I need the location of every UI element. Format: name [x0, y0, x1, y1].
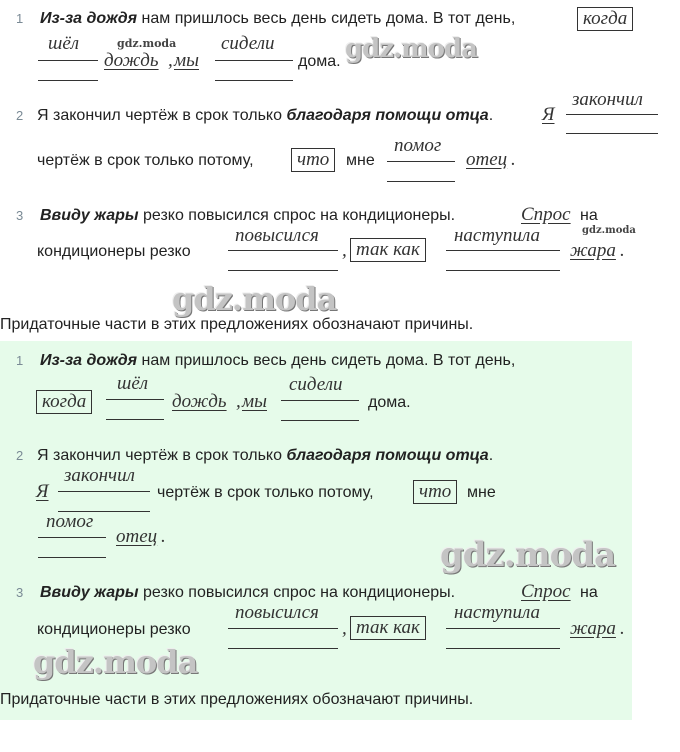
sentence-text: кондиционеры резко	[37, 621, 191, 638]
sentence-text: на	[580, 207, 598, 224]
predicate-word: шёл	[48, 33, 80, 54]
subject-word: жара	[570, 240, 616, 261]
predicate-underline	[106, 419, 164, 420]
predicate-word: наступила	[454, 225, 541, 246]
predicate-underline	[566, 114, 658, 115]
predicate-word: повысился	[235, 602, 319, 623]
predicate-word: наступила	[454, 602, 541, 623]
predicate-underline	[281, 420, 359, 421]
predicate-underline	[215, 80, 293, 81]
sentence-text: чертёж в срок только потому,	[37, 152, 254, 169]
predicate-word: закончил	[64, 465, 135, 486]
predicate-underline	[446, 628, 560, 629]
subject-word: мы	[174, 50, 199, 71]
item-number: 3	[16, 208, 24, 223]
predicate-underline	[446, 250, 560, 251]
comma: ,	[342, 240, 347, 261]
sentence-text: на	[580, 584, 598, 601]
watermark-logo: gdz.moda	[172, 280, 337, 318]
sentence-text: кондиционеры резко	[37, 243, 191, 260]
predicate-underline	[38, 537, 106, 538]
sentence-text: Из-за дождя нам пришлось весь день сидеть дома. В тот день,	[40, 352, 516, 369]
watermark-logo: gdz.moda	[440, 535, 616, 575]
predicate-underline	[446, 270, 560, 271]
conclusion-text: Придаточные части в этих предложениях обозначают причины.	[0, 691, 474, 708]
sentence-text: мне	[346, 152, 375, 169]
conjunction-box: так как	[350, 616, 426, 640]
predicate-word: помог	[46, 511, 94, 532]
subject-word: Спрос	[521, 581, 571, 602]
subject-word: дождь	[104, 50, 159, 71]
predicate-word: повысился	[235, 225, 319, 246]
sentence-text: мне	[467, 484, 496, 501]
conjunction-box: что	[413, 480, 457, 504]
predicate-underline	[446, 648, 560, 649]
predicate-word: сидели	[221, 33, 275, 54]
predicate-underline	[228, 628, 338, 629]
predicate-underline	[38, 557, 106, 558]
predicate-word: закончил	[572, 89, 643, 110]
sentence-text: Я закончил чертёж в срок только благодаря помощи отца.	[37, 107, 494, 124]
subject-word: Спрос	[521, 204, 571, 225]
subject-word: Я	[542, 104, 555, 125]
conjunction-box: так как	[350, 238, 426, 262]
subject-word: Я	[36, 481, 49, 502]
item-number: 1	[16, 11, 24, 26]
subject-word: мы	[242, 391, 267, 412]
predicate-underline	[106, 399, 164, 400]
predicate-word: шёл	[117, 373, 149, 394]
conclusion-text: Придаточные части в этих предложениях обозначают причины.	[0, 316, 474, 333]
item-number: 2	[16, 108, 24, 123]
item-number: 1	[16, 353, 24, 368]
comma: ,	[342, 618, 347, 639]
predicate-underline	[228, 270, 338, 271]
item-number: 2	[16, 448, 24, 463]
predicate-underline	[387, 161, 455, 162]
period: .	[620, 240, 625, 261]
watermark-logo: gdz.moda	[33, 643, 198, 681]
sentence-text: Я закончил чертёж в срок только благодаря помощи отца.	[37, 447, 494, 464]
predicate-word: сидели	[289, 374, 343, 395]
sentence-text: дома.	[298, 53, 341, 70]
sentence-text: Ввиду жары резко повысился спрос на кондиционеры.	[40, 584, 456, 601]
subject-word: отец	[466, 149, 508, 170]
conjunction-box: что	[291, 148, 335, 172]
predicate-underline	[215, 60, 293, 61]
predicate-underline	[38, 60, 98, 61]
sentence-text: Из-за дождя нам пришлось весь день сидеть дома. В тот день,	[40, 10, 516, 27]
comma: ,	[168, 50, 173, 71]
predicate-underline	[387, 181, 455, 182]
predicate-underline	[38, 80, 98, 81]
period: .	[511, 149, 516, 170]
sentence-text: Ввиду жары резко повысился спрос на кондиционеры.	[40, 207, 456, 224]
predicate-underline	[58, 491, 150, 492]
period: .	[161, 526, 166, 547]
period: .	[620, 618, 625, 639]
predicate-underline	[281, 400, 359, 401]
predicate-underline	[566, 133, 658, 134]
predicate-underline	[228, 648, 338, 649]
watermark-logo: gdz.moda	[582, 225, 636, 236]
subject-word: дождь	[172, 391, 227, 412]
watermark-logo: gdz.moda	[117, 37, 177, 50]
sentence-text: дома.	[368, 394, 411, 411]
watermark-logo: gdz.moda	[345, 34, 478, 64]
predicate-underline	[228, 250, 338, 251]
predicate-word: помог	[394, 135, 442, 156]
subject-word: жара	[570, 618, 616, 639]
sentence-text: чертёж в срок только потому,	[157, 484, 374, 501]
subject-word: отец	[116, 526, 158, 547]
item-number: 3	[16, 585, 24, 600]
conjunction-box: когда	[577, 7, 633, 31]
comma: ,	[236, 391, 241, 412]
conjunction-box: когда	[36, 390, 92, 414]
